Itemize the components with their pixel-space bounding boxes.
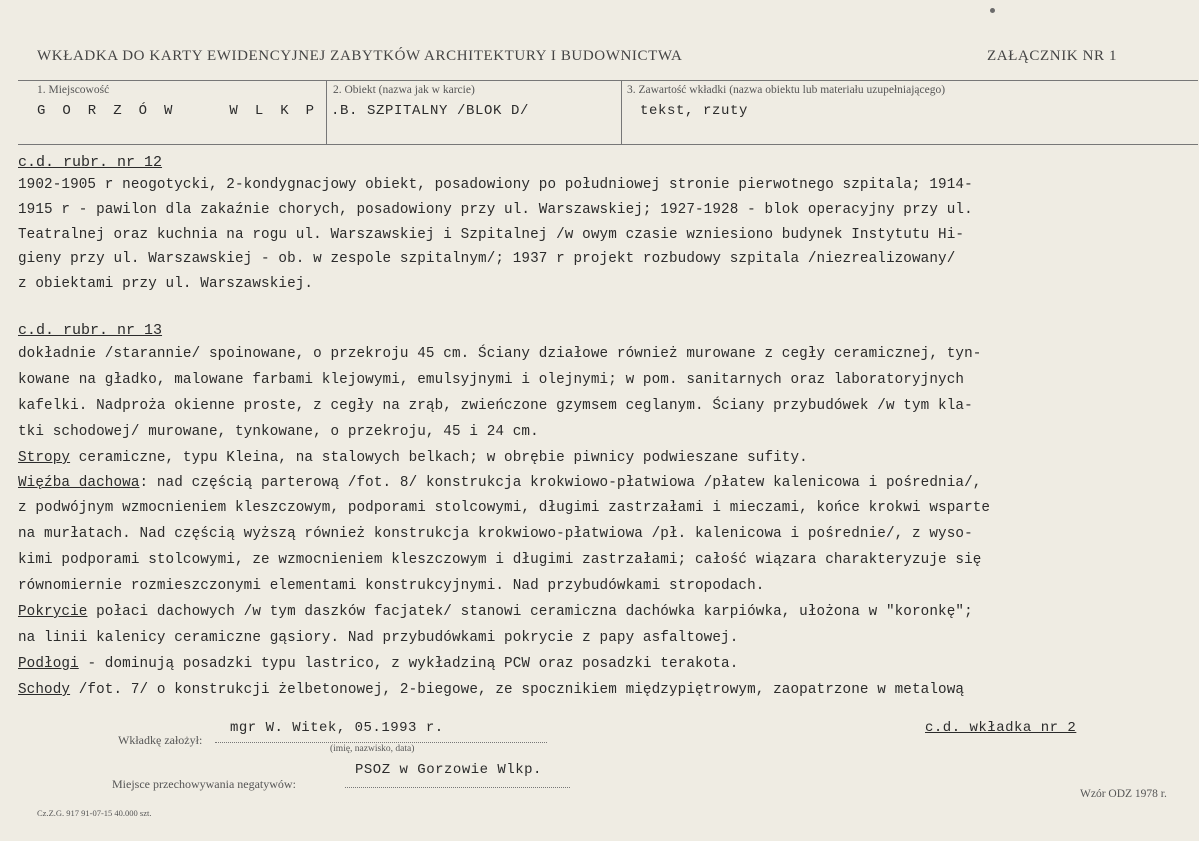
section-13-line: dokładnie /starannie/ spoinowane, o przekroju 45 cm. Ściany działowe również murowane z cegły ceramicznej, tyn- [18,346,982,362]
podlogi-text: - dominują posadzki typu lastrico, z wykładziną PCW oraz posadzki terakota. [78,656,739,672]
section-12-line: Teatralnej oraz kuchnia na rogu ul. Warszawskiej i Szpitalnej /w owym czasie wzniesiono budynek Instytutu Hi- [18,227,965,243]
wiezba-line: z podwójnym wzmocnieniem kleszczowym, podporami stolcowymi, długimi zastrzałami i mieczami, końce krokwi wsparte [18,500,991,516]
pokrycie-line: na linii kalenicy ceramiczne gąsiory. Nad przybudówkami pokrycie z papy asfaltowej. [18,630,739,646]
template-code: Wzór ODZ 1978 r. [1080,788,1167,800]
wiezba-line: na murłatach. Nad częścią wyższą również konstrukcja krokwiowo-płatwiowa /pł. kalenicowa i pośrednie/, z wyso- [18,526,973,542]
appendix-label: ZAŁĄCZNIK NR 1 [987,48,1118,64]
section-12-line: 1902-1905 r neogotycki, 2-kondygnacjowy obiekt, posadowiony po południowej stronie pierwotnego szpitala; 1914- [18,177,973,193]
wiezba-line [18,475,981,491]
section-13-line: tki schodowej/ murowane, tynkowane, o przekroju, 45 i 24 cm. [18,424,539,440]
wiezba-text: : nad częścią parterową /fot. 8/ konstrukcja krokwiowo-płatwiowa /płatew kalenicowa i pośrednia/, [139,475,982,491]
section-13-line: kafelki. Nadproża okienne proste, z cegły na zrąb, zwieńczone gzymsem ceglanym. Ściany przybudówek /w tym kla- [18,398,973,414]
pokrycie-line [18,604,973,620]
pokrycie-heading: Pokrycie [18,604,88,620]
object-value: B. SZPITALNY /BLOK D/ [340,103,530,119]
contents-value: tekst, rzuty [640,103,749,119]
stropy-heading: Stropy [18,450,71,466]
podlogi-heading: Podłogi [18,656,79,672]
table-divider [621,80,622,144]
object-label: 2. Obiekt (nazwa jak w karcie) [333,84,475,96]
negatives-value: PSOZ w Gorzowie Wlkp. [355,762,542,778]
contents-label: 3. Zawartość wkładki (nazwa obiektu lub materiału uzupełniającego) [627,84,946,96]
continued-note: c.d. wkładka nr 2 [925,720,1077,736]
founded-hint: (imię, nazwisko, data) [330,744,415,754]
section-12-line: z obiektami przy ul. Warszawskiej. [18,276,314,292]
punch-hole [990,8,995,13]
table-bottom-border [18,144,1198,145]
founded-label: Wkładkę założył: [118,733,203,747]
stropy-text: ceramiczne, typu Kleina, na stalowych belkach; w obrębie piwnicy podwieszane sufity. [70,450,808,466]
section-12-line: gieny przy ul. Warszawskiej - ob. w zespole szpitalnym/; 1937 r projekt rozbudowy szpitala /niezrealizowany/ [18,251,956,267]
section-13-title: c.d. rubr. nr 13 [18,322,163,339]
negatives-dotted-line [345,786,570,788]
table-top-border [18,80,1198,81]
founded-dotted-line [215,741,547,743]
section-13-line: kowane na gładko, malowane farbami klejowymi, emulsyjnymi i olejnymi; w pom. sanitarnych oraz laboratoryjnych [18,372,965,388]
locality-value [37,103,356,119]
pokrycie-text: połaci dachowych /w tym daszków facjatek/ stanowi ceramiczna dachówka karpiówka, ułożona w "koronkę"; [87,604,973,620]
stropy-line [18,450,808,466]
section-12-line: 1915 r - pawilon dla zakaźnie chorych, posadowiony przy ul. Warszawskiej; 1927-1928 - blok operacyjny przy ul. [18,202,973,218]
schody-text: /fot. 7/ o konstrukcji żelbetonowej, 2-biegowe, ze spocznikiem międzypiętrowym, zaopatrzone w metalową [70,682,965,698]
wiezba-heading: Więźba dachowa [18,475,140,491]
negatives-label: Miejsce przechowywania negatywów: [112,777,296,791]
print-code: Cz.Z.G. 917 91-07-15 40.000 szt. [37,808,152,818]
schody-line [18,682,964,698]
wiezba-line: kimi podporami stolcowymi, ze wzmocnieniem kleszczowym i długimi zastrzałami; całość wiązara charakteryzuje się [18,552,982,568]
locality-value-part: GORZÓW [37,103,190,119]
section-12-title: c.d. rubr. nr 12 [18,154,163,171]
wiezba-line: równomiernie rozmieszczonymi elementami konstrukcyjnymi. Nad przybudówkami stropodach. [18,578,765,594]
locality-label: 1. Miejscowość [37,84,110,96]
podlogi-line [18,656,738,672]
locality-value-part: WLKP. [229,103,357,119]
founded-value: mgr W. Witek, 05.1993 r. [230,720,444,736]
form-title: WKŁADKA DO KARTY EWIDENCYJNEJ ZABYTKÓW ARCHITEKTURY I BUDOWNICTWA [37,48,683,64]
schody-heading: Schody [18,682,71,698]
